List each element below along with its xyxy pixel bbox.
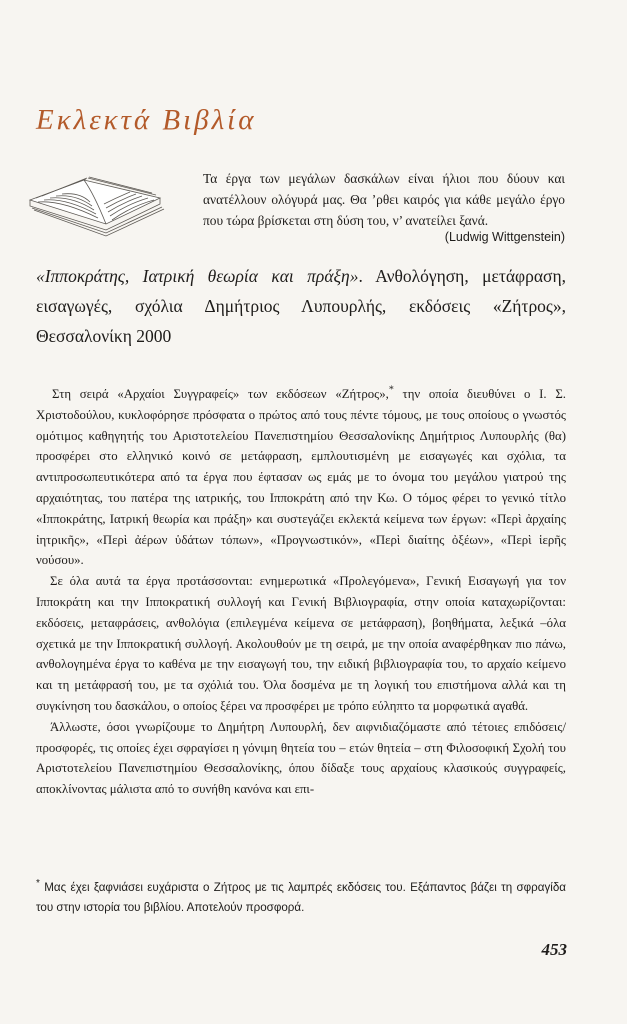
- epigraph-author: (Ludwig Wittgenstein): [444, 230, 565, 244]
- footnote-mark: *: [36, 878, 40, 890]
- footnote: [36, 878, 566, 917]
- paragraph: Άλλωστε, όσοι γνωρίζουμε το Δημήτρη Λυπουρλή, δεν αιφνιδιαζόμαστε από τέτοιες επιδόσεις/προσφορές, τις οποίες έχει σφραγίσει η γόνιμη θητεία του – ετών θητεία – στη Φιλοσοφική Σχολή του Αριστοτελείου Πανεπιστημίου Θεσσαλονίκης, όπου δίδαξε τους αρχαίους κλασικούς συγγραφείς, αποκλίνοντας μάλιστα από το συνήθη κανόνα και επι-: [36, 719, 566, 797]
- book-details: . Ανθολόγηση, μετάφραση, εισαγωγές, σχόλια Δημήτριος Λυπουρλής, εκδόσεις «Ζήτρος», Θεσσαλονίκη 2000: [36, 266, 566, 346]
- article-body: [36, 384, 566, 800]
- open-book-icon: [22, 160, 172, 240]
- book-title: «Ιπποκράτης, Ιατρική θεωρία και πράξη»: [36, 266, 359, 286]
- paragraph-text: Στη σειρά «Αρχαίοι Συγγραφείς» των εκδόσεων «Ζήτρος»,: [52, 387, 389, 401]
- paragraph: Σε όλα αυτά τα έργα προτάσσονται: ενημερωτικά «Προλεγόμενα», Γενική Εισαγωγή για τον Ιπποκράτη και την Ιπποκρατική συλλογή και Γενική Βιβλιογραφία, στην οποία καταχωρίζονται: εκδόσεις, μεταφράσεις, ανθολόγια (επιλεγμένα κείμενα σε μετάφραση), βοηθήματα, λεξικά –όλα σχετικά με την Ιπποκρατική συλλογή. Ακολουθούν με τη σειρά, με την οποία αναφέρθηκαν πιο πάνω, ανθολογημένα έργα το καθένα με την εισαγωγή του, την ειδική βιβλιογραφία του, το αρχαίο κείμενο και τη μετάφρασή του, με τα σχόλιά του. Όλα δοσμένα με τη λογική του επιστήμονα αλλά και τη συγκίνηση του δασκάλου, ο οποίος ξέρει να προσφέρει με τρόπο εύληπτο τα μορφωτικά αγαθά.: [36, 574, 566, 713]
- paragraph-text: την οποία διευθύνει ο Ι. Σ. Χριστοδούλου, κυκλοφόρησε πρόσφατα ο πρώτος από τους πέντε τόμους, με τους οποίους ο γνωστός ομότιμος καθηγητής του Αριστοτελείου Πανεπιστημίου Θεσσαλονίκης Δημήτριος Λυπουρλής (θα) προσφέρει στο ελληνικό κοινό σε μετάφραση, εμπλουτισμένη με εισαγωγές και σχόλια, τα αντιπροσωπευτικότερα από τα έργα που έφτασαν ως εμάς με το όνομα του μεγάλου γιατρού της αρχαιότητας, του πατέρα της ιατρικής, του Ιπποκράτη από την Κω. Ο τόμος φέρει το γενικό τίτλο «Ιπποκράτης, Ιατρική θεωρία και πράξη» και συστεγάζει εκλεκτά κείμενα των έργων: «Περὶ ἀρχαίης ἰητρικῆς», «Περὶ ἀέρων ὑδάτων τόπων», «Προγνωστικόν», «Περὶ διαίτης ὀξέων», «Περὶ ἱερῆς νούσου».: [36, 387, 567, 568]
- footnote-reference: *: [388, 384, 394, 396]
- review-heading: [36, 261, 566, 351]
- paragraph: [36, 384, 566, 571]
- epigraph-quote: Τα έργα των μεγάλων δασκάλων είναι ήλιοι που δύουν και ανατέλλουν ολόγυρά μας. Θα ’ρθει καιρός για κάθε μεγάλο έργο που τώρα βρίσκεται στη δύση του, ν’ ανατείλει ξανά.: [203, 171, 565, 228]
- page-number: 453: [541, 940, 567, 959]
- section-title: Εκλεκτά Βιβλία: [36, 104, 257, 136]
- footnote-text: Μας έχει ξαφνιάσει ευχάριστα ο Ζήτρος με τις λαμπρές εκδόσεις του. Εξάπαντος βάζει τη σφραγίδα του στην ιστορία του βιβλίου. Αποτελούν προσφορά.: [36, 881, 566, 914]
